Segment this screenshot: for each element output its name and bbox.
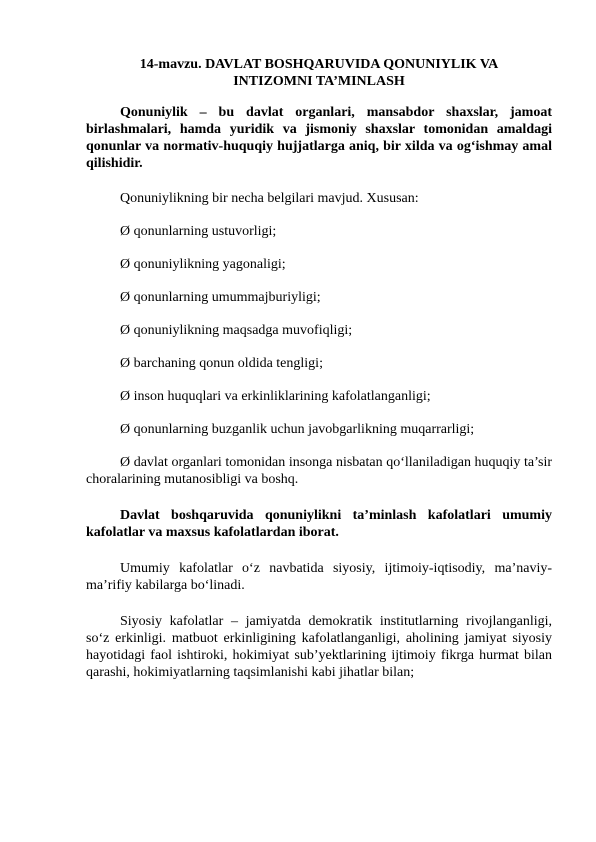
list-item: Ø barchaning qonun oldida tengligi; <box>120 356 323 371</box>
guarantees-heading: Davlat boshqaruvida qonuniylikni ta’minlash kafolatlari umumiy kafolatlar va maxsus kafolatlardan iborat. <box>86 508 552 540</box>
document-page <box>86 56 552 681</box>
general-guarantees-paragraph: Umumiy kafolatlar o‘z navbatida siyosiy, ijtimoiy-iqtisodiy, ma’naviy-ma’rifiy kabilarga bo‘linadi. <box>86 561 552 593</box>
page-title <box>86 56 552 90</box>
list-item: Ø qonunlarning umummajburiyligi; <box>120 290 321 305</box>
list-item: Ø qonuniylikning yagonaligi; <box>120 257 286 272</box>
list-item: Ø inson huquqlari va erkinliklarining kafolatlanganligi; <box>120 389 431 404</box>
list-item: Ø qonunlarning buzganlik uchun javobgarlikning muqarrarligi; <box>120 422 475 437</box>
political-guarantees-paragraph: Siyosiy kafolatlar – jamiyatda demokratik institutlarning rivojlanganligi, so‘z erkinligi. matbuot erkinligining kafolatlanganligi, aholining jamiyat siyosiy hayotidagi faol ishtiroki, hokimiyat sub’yektlarining ijtimoiy fikrga hurmat bilan qarashi, hokimiyatlarning taqsimlanishi kabi jihatlar bilan; <box>86 614 552 680</box>
definition-paragraph: Qonuniylik – bu davlat organlari, mansabdor shaxslar, jamoat birlashmalari, hamda yuridik va jismoniy shaxslar tomonidan amaldagi qonunlar va normativ-huquqiy hujjatlarga aniq, bir xilda va og‘ishmay amal qilishidir. <box>86 105 552 171</box>
list-item: Ø davlat organlari tomonidan insonga nisbatan qo‘llaniladigan huquqiy ta’sir choralarining mutanosibligi va boshq. <box>86 455 552 487</box>
title-line-2: INTIZOMNI TA’MINLASH <box>233 74 405 89</box>
signs-intro: Qonuniylikning bir necha belgilari mavjud. Xususan: <box>120 191 419 206</box>
list-item: Ø qonuniylikning maqsadga muvofiqligi; <box>120 323 353 338</box>
list-item: Ø qonunlarning ustuvorligi; <box>120 224 277 239</box>
title-line-1: 14-mavzu. DAVLAT BOSHQARUVIDA QONUNIYLIK VA <box>139 57 499 72</box>
